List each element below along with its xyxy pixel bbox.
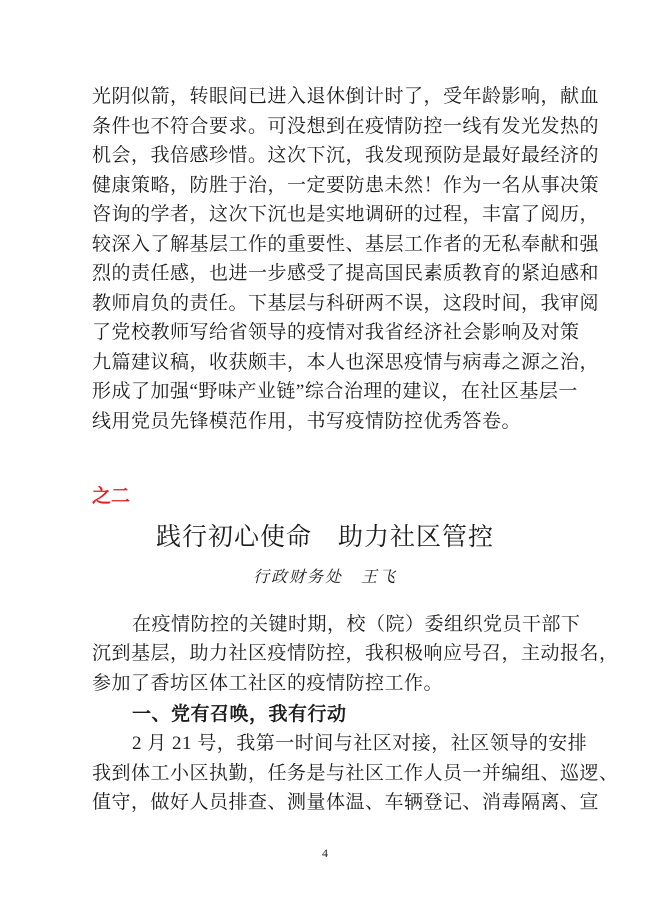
text-line: 光阴似箭，转眼间已进入退休倒计时了，受年龄影响，献血 [92,86,600,107]
text-line: 健康策略，防胜于治，一定要防患未然！作为一名从事决策 [92,174,600,196]
continued-paragraph [92,82,600,436]
text-line: 了党校教师写给省领导的疫情对我省经济社会影响及对策 [92,322,580,343]
text-line: 形成了加强“野味产业链”综合治理的建议，在社区基层一 [92,381,578,402]
section-heading: 一、党有召唤，我有行动 [132,703,347,725]
text-line: 烈的责任感，也进一步感受了提高国民素质教育的紧迫感和 [92,263,600,284]
text-line: 教师肩负的责任。下基层与科研两不误，这段时间，我审阅 [92,292,600,314]
text-line: 2 月 21 号，我第一时间与社区对接，社区领导的安排 [132,733,588,754]
text-line: 咨询的学者，这次下沉也是实地调研的过程，丰富了阅历， [92,204,600,225]
text-line: 较深入了解基层工作的重要性、基层工作者的无私奉献和强 [92,233,600,255]
text-line: 我到体工小区执勤，任务是与社区工作人员一并编组、巡逻、 [92,762,619,784]
section-label: 之二 [92,486,131,507]
text-line: 沉到基层，助力社区疫情防控，我积极响应号召，主动报名， [92,643,619,664]
text-line: 机会，我倍感珍惜。这次下沉，我发现预防是最好最经济的 [92,145,600,166]
text-line: 条件也不符合要求。可没想到在疫情防控一线有发光发热的 [92,115,600,137]
text-line: 参加了香坊区体工社区的疫情防控工作。 [92,672,444,694]
page-number: 4 [322,846,328,860]
article-title: 践行初心使命 助力社区管控 [155,523,494,551]
text-line: 在疫情防控的关键时期，校（院）委组织党员干部下 [132,613,581,635]
body-paragraph [92,729,619,818]
text-line: 九篇建议稿，收获颇丰，本人也深思疫情与病毒之源之治， [92,351,600,373]
page-content-area [92,82,619,818]
text-line: 线用党员先锋模范作用，书写疫情防控优秀答卷。 [92,410,522,432]
text-line: 值守，做好人员排查、测量体温、车辆登记、消毒隔离、宣 [92,792,600,813]
article-byline: 行政财务处 王飞 [252,568,397,586]
intro-paragraph [92,610,619,699]
